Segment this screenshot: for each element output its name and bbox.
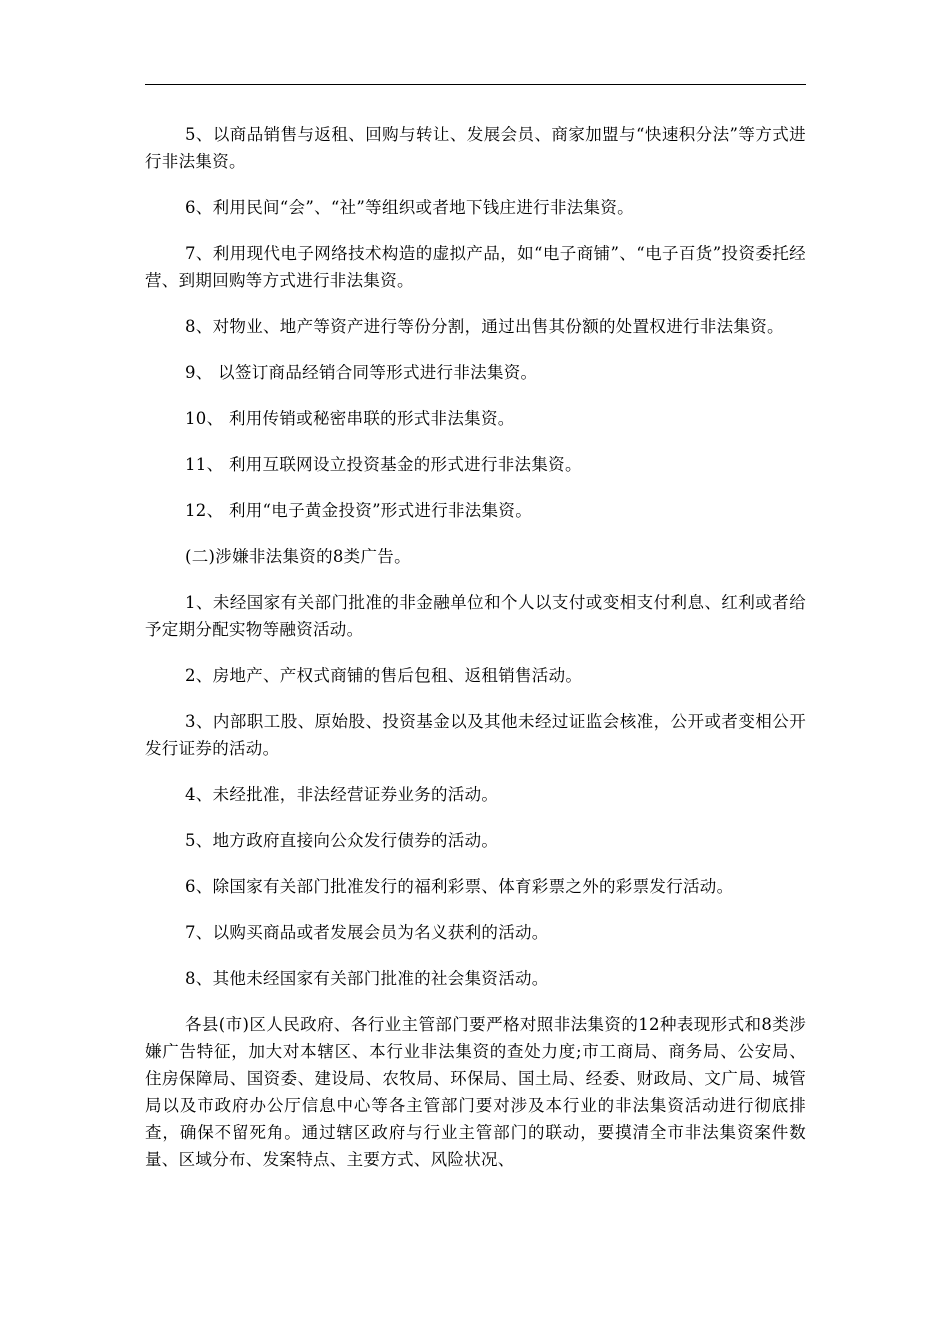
paragraph: 5、地方政府直接向公众发行债券的活动。	[185, 831, 499, 850]
paragraph: 10、 利用传销或秘密串联的形式非法集资。	[185, 409, 515, 428]
paragraph: 7、以购买商品或者发展会员为名义获利的活动。	[185, 923, 549, 942]
paragraph: 11、 利用互联网设立投资基金的形式进行非法集资。	[185, 455, 582, 474]
paragraph: 12、 利用“电子黄金投资”形式进行非法集资。	[185, 501, 533, 520]
paragraph: 3、内部职工股、原始股、投资基金以及其他未经过证监会核准，公开或者变相公开发行证券的活动。	[145, 712, 806, 758]
document-body	[145, 121, 806, 1173]
header-rule	[145, 84, 806, 85]
paragraph: 8、对物业、地产等资产进行等份分割，通过出售其份额的处置权进行非法集资。	[185, 317, 784, 336]
paragraph: 2、房地产、产权式商铺的售后包租、返租销售活动。	[185, 666, 583, 685]
paragraph: 8、其他未经国家有关部门批准的社会集资活动。	[185, 969, 549, 988]
paragraph: 4、未经批准，非法经营证券业务的活动。	[185, 785, 499, 804]
paragraph: 1、未经国家有关部门批准的非金融单位和个人以支付或变相支付利息、红利或者给予定期分配实物等融资活动。	[145, 593, 806, 639]
paragraph: 7、利用现代电子网络技术构造的虚拟产品，如“电子商铺”、“电子百货”投资委托经营、到期回购等方式进行非法集资。	[145, 244, 806, 290]
paragraph: 6、利用民间“会”、“社”等组织或者地下钱庄进行非法集资。	[185, 198, 634, 217]
section-heading: (二)涉嫌非法集资的8类广告。	[185, 547, 411, 566]
paragraph: 5、以商品销售与返租、回购与转让、发展会员、商家加盟与“快速积分法”等方式进行非法集资。	[145, 125, 806, 171]
paragraph: 9、 以签订商品经销合同等形式进行非法集资。	[185, 363, 538, 382]
paragraph: 6、除国家有关部门批准发行的福利彩票、体育彩票之外的彩票发行活动。	[185, 877, 734, 896]
paragraph: 各县(市)区人民政府、各行业主管部门要严格对照非法集资的12种表现形式和8类涉嫌广告特征，加大对本辖区、本行业非法集资的查处力度;市工商局、商务局、公安局、住房保障局、国资委、建设局、农牧局、环保局、国土局、经委、财政局、文广局、城管局以及市政府办公厅信息中心等各主管部门要对涉及本行业的非法集资活动进行彻底排查，确保不留死角。通过辖区政府与行业主管部门的联动，要摸清全市非法集资案件数量、区域分布、发案特点、主要方式、风险状况、	[145, 1015, 806, 1169]
